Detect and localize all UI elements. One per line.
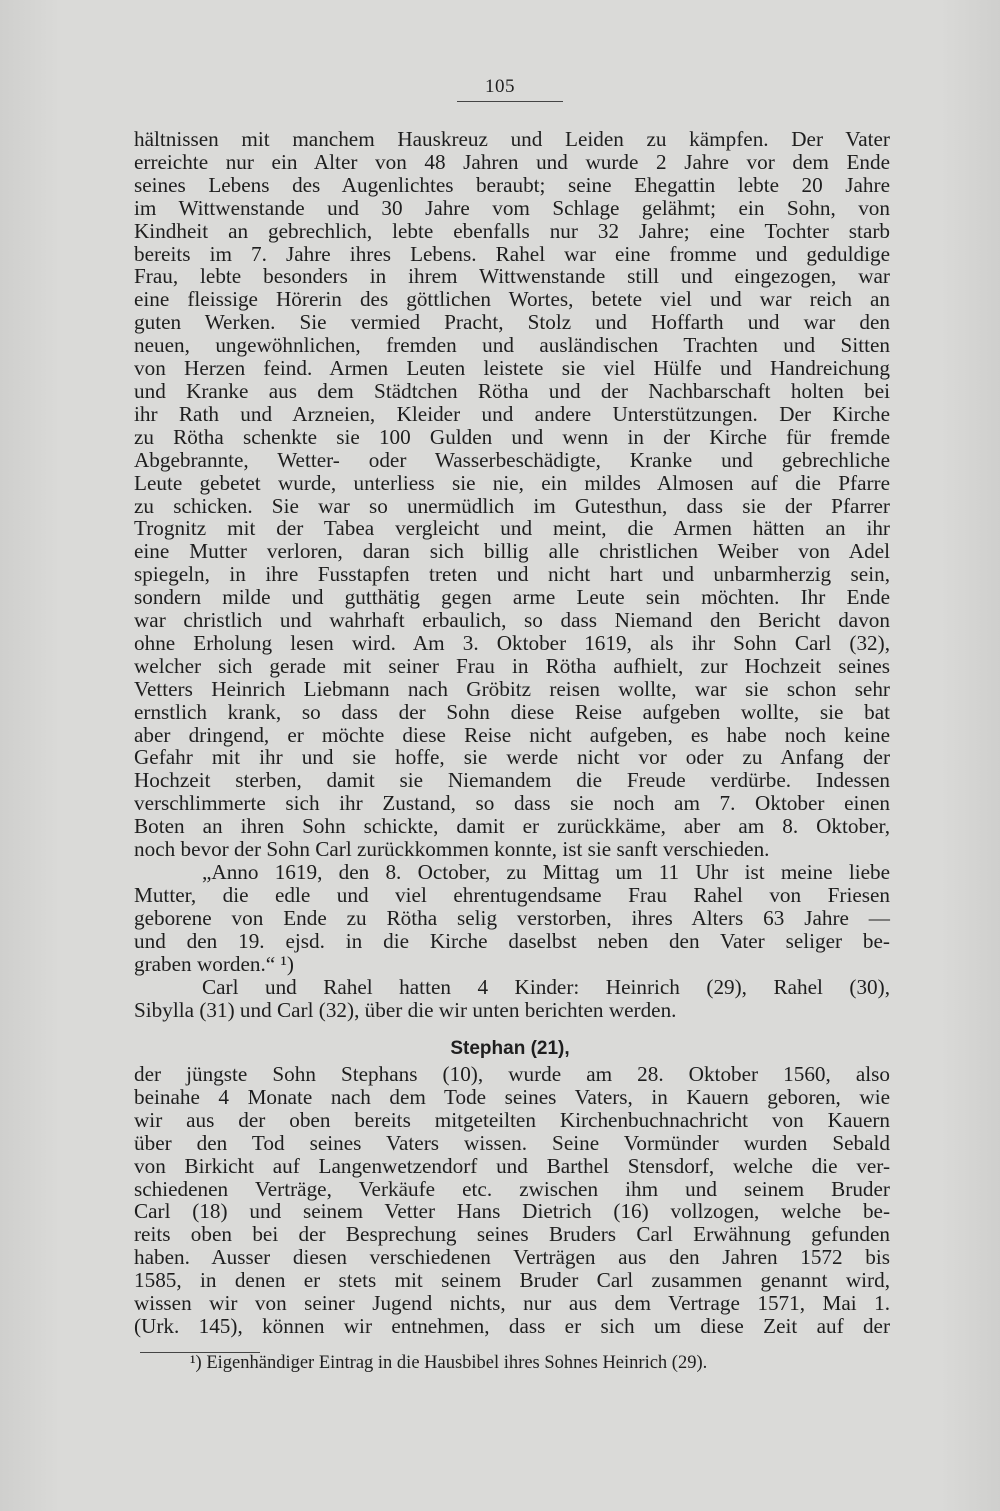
text-line: seines Lebens des Augenlichtes beraubt; seine Ehegattin lebte 20 Jahre	[134, 172, 890, 197]
text-line: eine Mutter verloren, daran sich billig alle christlichen Weiber von Adel	[134, 539, 890, 564]
text-line: graben worden.“ ¹)	[134, 951, 294, 976]
text-line: sondern milde und gutthätig gegen arme Leute sein möchten. Ihr Ende	[134, 585, 890, 610]
text-line: ihr Rath und Arzneien, Kleider und andere Unterstützungen. Der Kirche	[134, 401, 890, 426]
paragraph-rahel	[134, 128, 890, 861]
text-line: Abgebrannte, Wetter- oder Wasserbeschädigte, Kranke und gebrechliche	[134, 447, 890, 472]
quote-block	[134, 861, 890, 976]
text-line: von Herzen feind. Armen Leuten leistete sie viel Hülfe und Handreichung	[134, 356, 890, 381]
text-line: guten Werken. Sie vermied Pracht, Stolz und Hoffarth und war den	[134, 310, 890, 335]
text-line: ernstlich krank, so dass der Sohn diese Reise aufgeben wollte, sie bat	[134, 699, 890, 724]
text-line: zu Rötha schenkte sie 100 Gulden und wenn in der Kirche für fremde	[134, 424, 890, 449]
page-number: 105	[485, 76, 515, 97]
text-line: ohne Erholung lesen wird. Am 3. Oktober 1619, als ihr Sohn Carl (32),	[134, 630, 890, 655]
text-line: spiegeln, in ihre Fusstapfen treten und nicht hart und unbarmherzig sein,	[134, 562, 890, 587]
text-line: Carl (18) und seinem Vetter Hans Dietrich (16) vollzogen, welche be-	[134, 1199, 890, 1224]
text-line: „Anno 1619, den 8. October, zu Mittag um 11 Uhr ist meine liebe	[202, 860, 890, 884]
text-line: wir aus der oben bereits mitgeteilten Kirchenbuchnachricht von Kauern	[134, 1107, 890, 1132]
text-line: und Kranke aus dem Städtchen Rötha und der Nachbarschaft holten bei	[134, 378, 890, 403]
text-line: Hochzeit sterben, damit sie Niemandem die Freude verdürbe. Indessen	[134, 768, 890, 793]
text-line: schiedenen Verträge, Verkäufe etc. zwischen ihm und seinem Bruder	[134, 1176, 890, 1201]
text-line: der jüngste Sohn Stephans (10), wurde am 28. Oktober 1560, also	[134, 1062, 890, 1086]
text-line: und den 19. ejsd. in die Kirche daselbst neben den Vater seliger be-	[134, 928, 890, 953]
section-heading-stephan: Stephan (21),	[450, 1038, 570, 1059]
footnote: ¹) Eigenhändiger Eintrag in die Hausbibel ihres Sohnes Heinrich (29).	[190, 1353, 708, 1373]
text-line: im Wittwenstande und 30 Jahre vom Schlage gelähmt; ein Sohn, von	[134, 195, 890, 220]
text-line: Mutter, die edle und viel ehrentugendsame Frau Rahel von Friesen	[134, 882, 890, 907]
text-line: verschlimmerte sich ihr Zustand, so dass sie noch am 7. Oktober einen	[134, 791, 890, 816]
text-line: Leute gebetet wurde, unterliess sie nie, ein mildes Almosen auf die Pfarre	[134, 470, 890, 495]
page-number-rule	[457, 101, 563, 102]
children-paragraph	[134, 976, 890, 1022]
text-line: haben. Ausser diesen verschiedenen Verträgen aus den Jahren 1572 bis	[134, 1245, 890, 1270]
text-line: reits oben bei der Besprechung seines Bruders Carl Erwähnung gefunden	[134, 1222, 890, 1247]
text-line: war christlich und wahrhaft erbaulich, so dass Niemand den Bericht davon	[134, 608, 890, 633]
text-line: noch bevor der Sohn Carl zurückkommen konnte, ist sie sanft verschieden.	[134, 837, 770, 862]
paragraph-stephan	[134, 1063, 890, 1338]
text-line: Boten an ihren Sohn schickte, damit er zurückkäme, aber am 8. Oktober,	[134, 814, 890, 839]
text-line: wissen wir von seiner Jugend nichts, nur aus dem Vertrage 1571, Mai 1.	[134, 1291, 890, 1316]
text-line: Trognitz mit der Tabea vergleicht und meint, die Armen hätten an ihr	[134, 516, 890, 541]
text-line: zu schicken. Sie war so unermüdlich im Gutesthun, dass sie der Pfarrer	[134, 493, 890, 518]
text-line: eine fleissige Hörerin des göttlichen Wortes, betete viel und war reich an	[134, 287, 890, 312]
text-line: hältnissen mit manchem Hauskreuz und Leiden zu kämpfen. Der Vater	[134, 127, 890, 151]
text-line: Sibylla (31) und Carl (32), über die wir unten berichten werden.	[134, 997, 677, 1022]
text-line: welcher sich gerade mit seiner Frau in Rötha aufhielt, zur Hochzeit seines	[134, 653, 890, 678]
text-line: bereits im 7. Jahre ihres Lebens. Rahel war eine fromme und geduldige	[134, 241, 890, 266]
text-line: Gefahr mit ihr und sie hoffe, sie werde nicht vor oder zu Anfang der	[134, 745, 890, 770]
text-line: 1585, in denen er stets mit seinem Bruder Carl zusammen genannt wird,	[134, 1268, 890, 1293]
text-line: aber dringend, er möchte diese Reise nicht aufgeben, es habe noch keine	[134, 722, 890, 747]
text-line: (Urk. 145), können wir entnehmen, dass er sich um diese Zeit auf der	[134, 1313, 890, 1338]
text-line: Frau, lebte besonders in ihrem Wittwenstande still und eingezogen, war	[134, 264, 890, 289]
text-line: von Birkicht auf Langenwetzendorf und Barthel Stensdorf, welche die ver-	[134, 1153, 890, 1178]
text-line: Carl und Rahel hatten 4 Kinder: Heinrich (29), Rahel (30),	[202, 975, 890, 999]
text-line: Vetters Heinrich Liebmann nach Gröbitz reisen wollte, war sie schon sehr	[134, 676, 890, 701]
text-line: Kindheit an gebrechlich, lebte ebenfalls nur 32 Jahre; eine Tochter starb	[134, 218, 890, 243]
text-line: über den Tod seines Vaters wissen. Seine Vormünder wurden Sebald	[134, 1130, 890, 1155]
text-line: neuen, ungewöhnlichen, fremden und ausländischen Trachten und Sitten	[134, 333, 890, 358]
text-line: erreichte nur ein Alter von 48 Jahren und wurde 2 Jahre vor dem Ende	[134, 149, 890, 174]
text-line: beinahe 4 Monate nach dem Tode seines Vaters, in Kauern geboren, wie	[134, 1084, 890, 1109]
text-line: geborene von Ende zu Rötha selig verstorben, ihres Alters 63 Jahre —	[134, 905, 890, 930]
